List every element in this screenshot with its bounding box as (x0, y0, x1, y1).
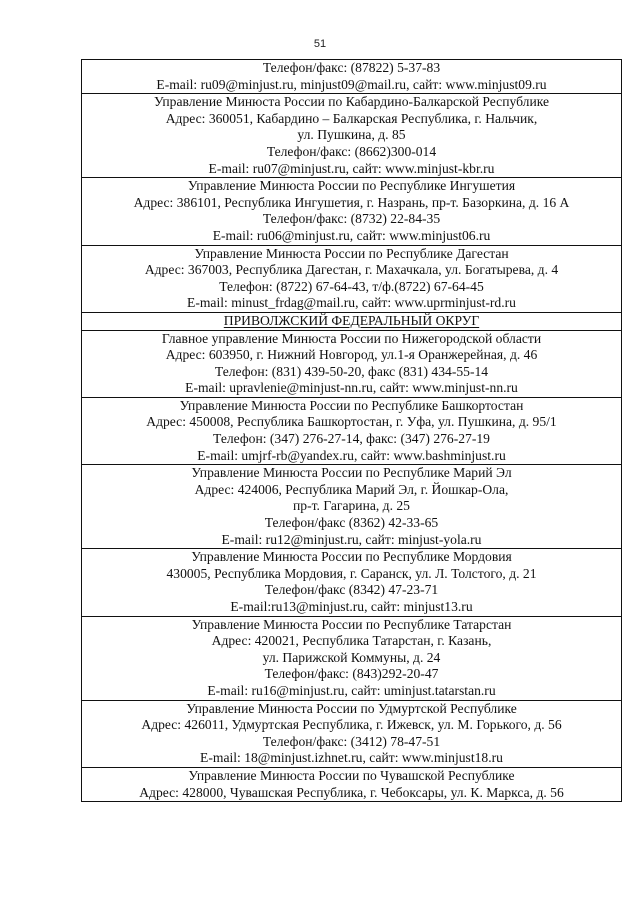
table-row (82, 768, 621, 801)
table-row (82, 701, 621, 768)
office-name: Управление Минюста России по Кабардино-Балкарской Республике (153, 94, 550, 110)
email-line: E-mail:ru13@minjust.ru, сайт: minjust13.ru (230, 599, 473, 614)
phone-line: Телефон/факс (8342) 47-23-71 (264, 582, 439, 598)
email-line: E-mail: ru16@minjust.ru, сайт: uminjust.tatarstan.ru (207, 682, 496, 698)
address-line: Адрес: 426011, Удмуртская Республика, г. Ижевск, ул. М. Горького, д. 56 (141, 717, 562, 733)
table-row (82, 331, 621, 398)
address-line: Адрес: 420021, Республика Татарстан, г. Казань, (211, 633, 492, 649)
table-row (82, 465, 621, 549)
address-line: Адрес: 386101, Республика Ингушетия, г. Назрань, пр-т. Базоркина, д. 16 А (133, 194, 570, 210)
address-line: Адрес: 360051, Кабардино – Балкарская Республика, г. Нальчик, (165, 110, 538, 126)
address-line: Адрес: 367003, Республика Дагестан, г. Махачкала, ул. Богатырева, д. 4 (144, 262, 559, 278)
table-row (82, 398, 621, 465)
address-line: ул. Парижской Коммуны, д. 24 (262, 649, 441, 665)
phone-line: Телефон: (347) 276-27-14, факс: (347) 276-27-19 (213, 431, 490, 447)
phone-line: Телефон/факс: (843)292-20-47 (264, 666, 439, 682)
office-name: Управление Минюста России по Республике Ингушетия (187, 178, 516, 194)
table-row (82, 246, 621, 313)
office-name: Управление Минюста России по Республике Башкортостан (179, 397, 524, 413)
email-line: E-mail: upravlenie@minjust-nn.ru, сайт: www.minjust-nn.ru (185, 380, 518, 396)
email-line: E-mail: ru09@minjust.ru, minjust09@mail.ru, сайт: www.minjust09.ru (156, 76, 547, 92)
address-line: 430005, Республика Мордовия, г. Саранск, ул. Л. Толстого, д. 21 (166, 565, 537, 581)
office-name: Главное управление Минюста России по Нижегородской области (161, 330, 542, 346)
phone-line: Телефон/факс: (8662)300-014 (266, 143, 437, 159)
contacts-table (81, 59, 622, 802)
table-row (82, 617, 621, 701)
email-line: E-mail: minust_frdag@mail.ru, сайт: www.uprminjust-rd.ru (187, 295, 516, 311)
address-line: Адрес: 450008, Республика Башкортостан, г. Уфа, ул. Пушкина, д. 95/1 (146, 414, 557, 430)
email-line: E-mail: umjrf-rb@yandex.ru, сайт: www.bashminjust.ru (197, 447, 506, 463)
address-line: Адрес: 428000, Чувашская Республика, г. Чебоксары, ул. К. Маркса, д. 56 (139, 784, 564, 800)
address-line: пр-т. Гагарина, д. 25 (293, 498, 410, 514)
address-line: Адрес: 603950, г. Нижний Новгород, ул.1-я Оранжерейная, д. 46 (165, 347, 538, 363)
office-name: Управление Минюста России по Республике Мордовия (191, 549, 512, 565)
phone-line: Телефон/факс: (3412) 78-47-51 (262, 733, 441, 749)
email-line: E-mail: ru07@minjust.ru, сайт: www.minjust-kbr.ru (208, 160, 495, 176)
phone-line: Телефон/факс: (8732) 22-84-35 (262, 211, 441, 227)
district-header-row (82, 313, 621, 331)
office-name: Управление Минюста России по Республике Татарстан (191, 616, 512, 632)
office-name: Управление Минюста России по Чувашской Республике (188, 767, 515, 783)
phone-line: Телефон: (831) 439-50-20, факс (831) 434-55-14 (214, 363, 489, 379)
address-line: Адрес: 424006, Республика Марий Эл, г. Йошкар-Ола, (194, 481, 509, 497)
table-row (82, 549, 621, 616)
phone-line: Телефон: (8722) 67-64-43, т/ф.(8722) 67-64-45 (219, 278, 484, 294)
address-line: ул. Пушкина, д. 85 (297, 127, 406, 143)
phone-line: Телефон/факс (8362) 42-33-65 (264, 515, 439, 531)
office-name: Управление Минюста России по Республике Марий Эл (191, 465, 512, 481)
phone-line: Телефон/факс: (87822) 5-37-83 (262, 60, 441, 75)
office-name: Управление Минюста России по Удмуртской Республике (186, 700, 517, 716)
email-line: E-mail: ru06@minjust.ru, сайт: www.minjust06.ru (212, 227, 491, 243)
email-line: E-mail: ru12@minjust.ru, сайт: minjust-yola.ru (221, 531, 482, 547)
page-number: 51 (313, 38, 327, 50)
table-row (82, 178, 621, 245)
table-row (82, 94, 621, 178)
email-line: E-mail: 18@minjust.izhnet.ru, сайт: www.minjust18.ru (200, 750, 503, 766)
office-name: Управление Минюста России по Республике Дагестан (194, 245, 509, 261)
table-row (82, 60, 621, 94)
district-heading: ПРИВОЛЖСКИЙ ФЕДЕРАЛЬНЫЙ ОКРУГ (223, 312, 480, 328)
